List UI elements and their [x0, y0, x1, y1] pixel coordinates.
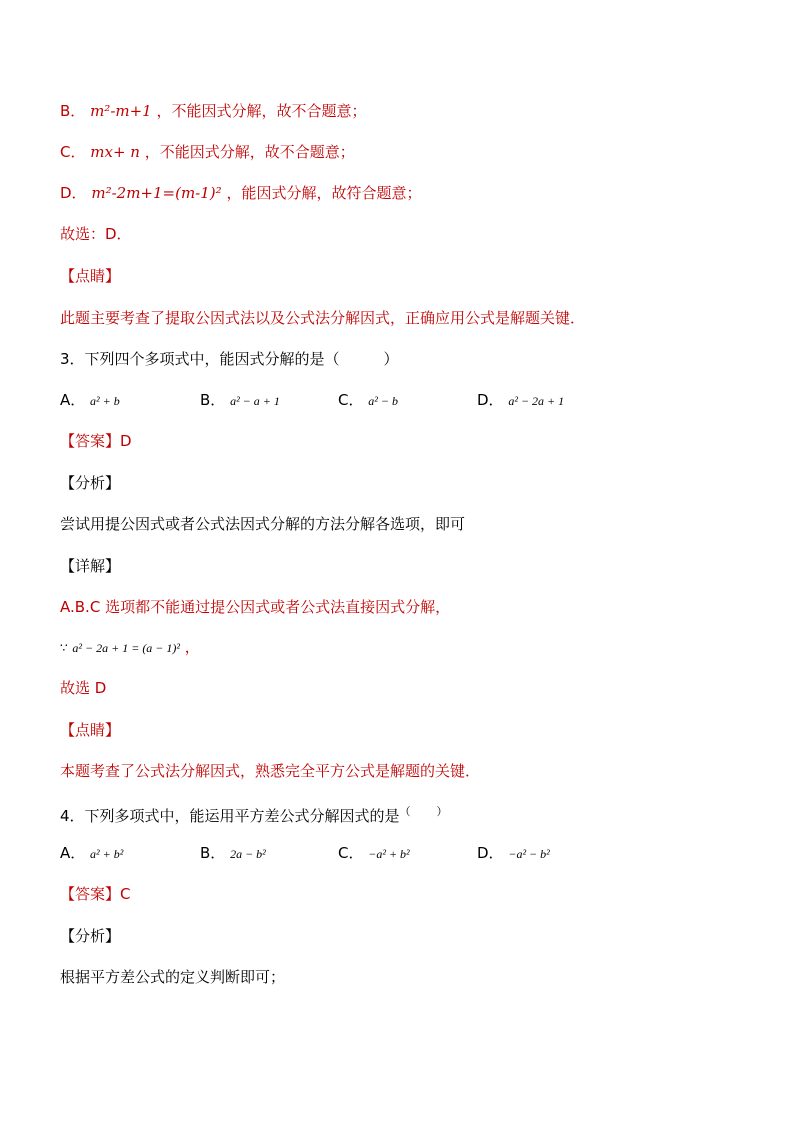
- q3-choice: 故选 D: [60, 679, 107, 697]
- option-expression: a² − b: [368, 394, 398, 408]
- q4-analysis-heading: 【分析】: [60, 927, 121, 945]
- option-expression: a² + b²: [90, 847, 124, 861]
- q3-detail-formula: [60, 637, 200, 658]
- q3-option-b: [200, 390, 280, 411]
- explanation-text: ，能因式分解，故符合题意；: [226, 184, 422, 202]
- option-label: B．: [200, 391, 226, 409]
- option-label: D．: [60, 184, 87, 202]
- option-label: A．: [60, 391, 86, 409]
- math-expression: mx+ n: [90, 143, 140, 161]
- q3-answer: 【答案】D: [60, 432, 132, 450]
- q3-option-a: [60, 390, 120, 411]
- option-label: B．: [200, 844, 226, 862]
- explanation-text: ，不能因式分解，故不合题意；: [144, 143, 355, 161]
- q4-analysis-text: 根据平方差公式的定义判断即可；: [60, 968, 286, 986]
- q3-analysis-text: 尝试用提公因式或者公式法因式分解的方法分解各选项，即可: [60, 515, 466, 533]
- solution-option-c: [60, 142, 355, 162]
- math-expression: m²-m+1: [90, 102, 152, 120]
- q3-option-d: [477, 390, 564, 411]
- q4-option-b: [200, 843, 266, 864]
- q3-comment-heading: 【点睛】: [60, 721, 121, 739]
- option-label: B．: [60, 102, 86, 120]
- option-expression: a² − a + 1: [230, 394, 280, 408]
- formula-tail: ，: [184, 638, 200, 656]
- question-paren-open: （: [399, 805, 411, 818]
- formula-expression: a² − 2a + 1 = (a − 1)²: [72, 641, 180, 655]
- q3-analysis-heading: 【分析】: [60, 474, 121, 492]
- q4-option-c: [338, 843, 410, 864]
- math-expression: m²-2m+1=(m-1)²: [91, 184, 222, 202]
- question-4-stem: [60, 802, 448, 826]
- comment-text: 此题主要考查了提取公因式法以及公式法分解因式，正确应用公式是解题关键．: [60, 309, 586, 327]
- comment-heading: 【点睛】: [60, 267, 121, 285]
- question-paren-close: ）: [436, 805, 448, 818]
- solution-choice: 故选：D．: [60, 225, 132, 243]
- solution-option-b: [60, 101, 367, 121]
- question-paren-close: ）: [383, 350, 399, 368]
- because-symbol: ∵: [60, 641, 68, 655]
- option-label: A．: [60, 844, 86, 862]
- explanation-text: ，不能因式分解，故不合题意；: [156, 102, 367, 120]
- option-expression: −a² + b²: [368, 847, 410, 861]
- option-label: C．: [338, 391, 364, 409]
- question-text: 3．下列四个多项式中，能因式分解的是（: [60, 350, 340, 368]
- q4-option-a: [60, 843, 123, 864]
- option-label: D．: [477, 391, 504, 409]
- q3-comment-text: 本题考查了公式法分解因式，熟悉完全平方公式是解题的关键．: [60, 762, 481, 780]
- option-label: C．: [60, 143, 86, 161]
- option-expression: 2a − b²: [230, 847, 266, 861]
- option-expression: a² − 2a + 1: [508, 394, 565, 408]
- option-label: C．: [338, 844, 364, 862]
- option-label: D．: [477, 844, 504, 862]
- option-expression: a² + b: [90, 394, 120, 408]
- option-expression: −a² − b²: [508, 847, 550, 861]
- question-3-stem: [60, 349, 399, 369]
- solution-option-d: [60, 183, 421, 203]
- question-text: 4．下列多项式中，能运用平方差公式分解因式的是: [60, 807, 400, 825]
- q3-option-c: [338, 390, 398, 411]
- q4-answer: 【答案】C: [60, 885, 131, 903]
- q3-detail-text: A.B.C 选项都不能通过提公因式或者公式法直接因式分解，: [60, 598, 451, 616]
- q4-option-d: [477, 843, 550, 864]
- q3-detail-heading: 【详解】: [60, 557, 121, 575]
